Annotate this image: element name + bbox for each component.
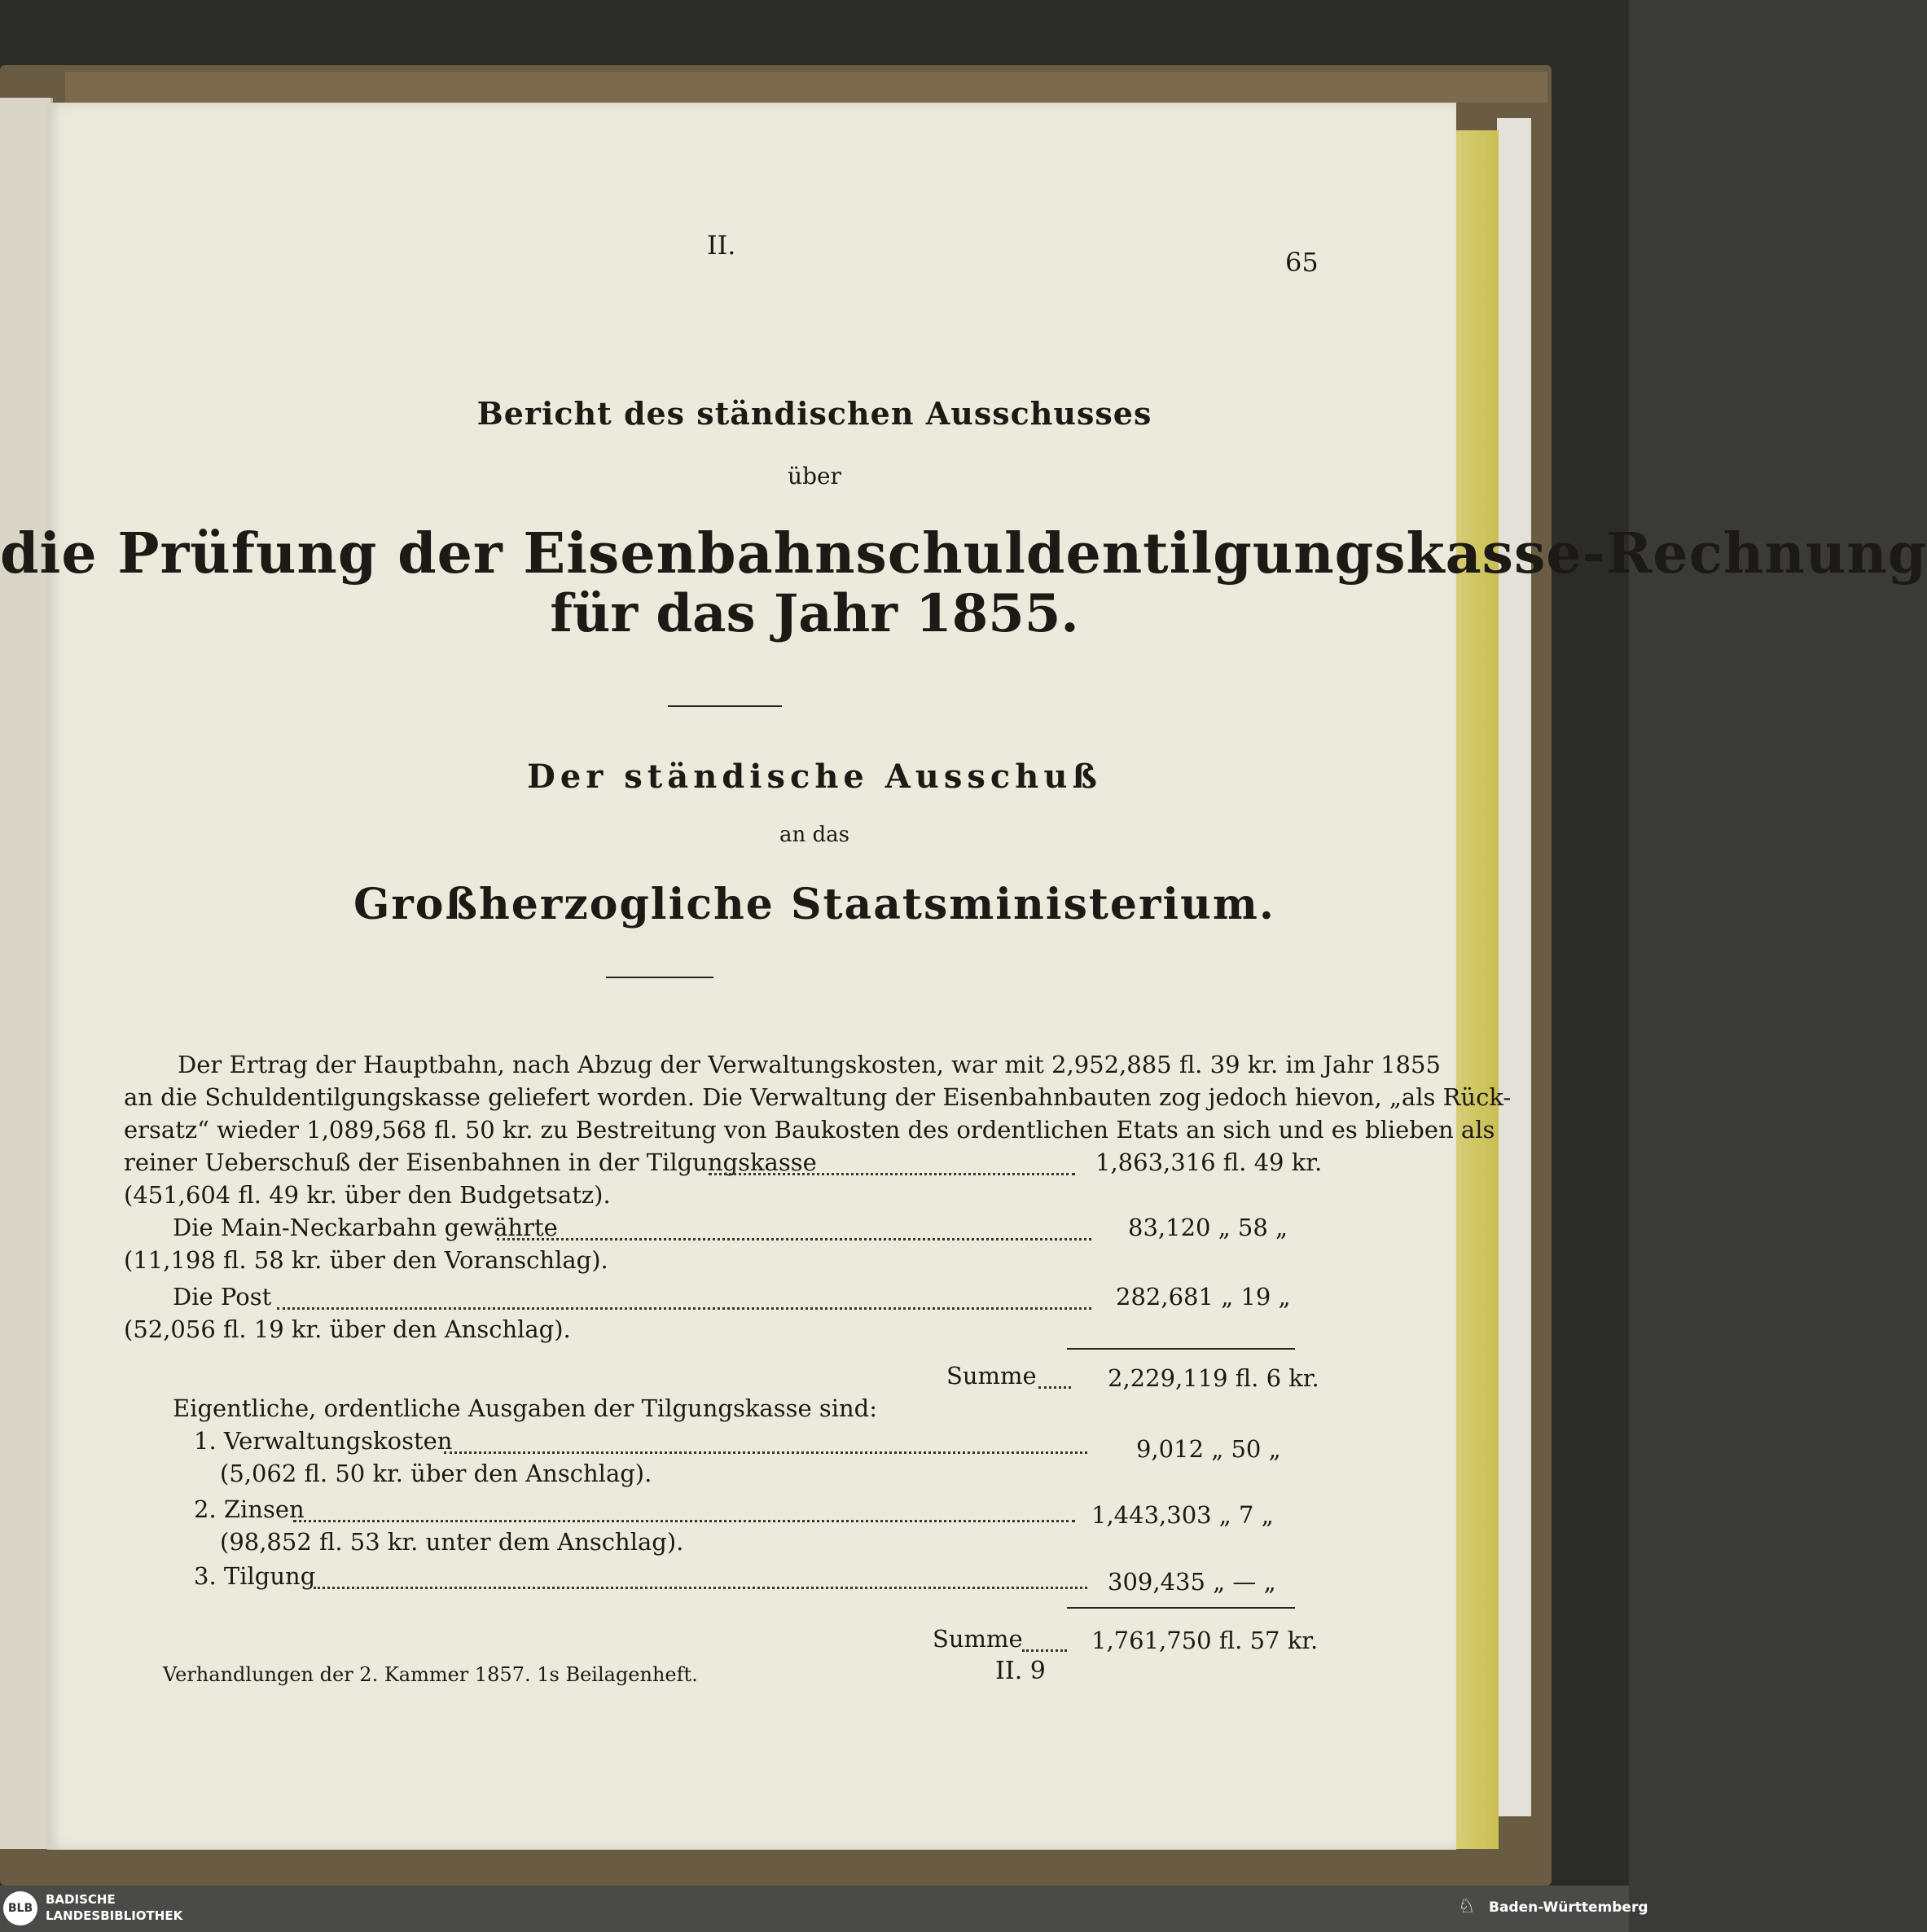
dot-leader [1022,1649,1067,1652]
report-title-year: für das Jahr 1855. [550,583,1079,644]
dot-leader [277,1307,1091,1310]
report-title-line1: Bericht des ständischen Ausschusses [476,395,1152,432]
page-stack-edge [1497,118,1531,1816]
sum-amount: 1,761,750 fl. 57 kr. [1091,1627,1319,1654]
blb-name [46,1891,182,1924]
expenses-intro: Eigentliche, ordentliche Ausgaben der Tilgungskasse sind: [173,1394,878,1422]
page-number: 65 [1285,247,1319,278]
ledger-note: (98,852 fl. 53 kr. unter dem Anschlag). [220,1528,684,1556]
sum-amount: 2,229,119 fl. 6 kr. [1108,1364,1319,1392]
ledger-amount: 1,863,316 fl. 49 kr. [1095,1148,1323,1176]
signature-mark: II. 9 [995,1657,1046,1685]
ledger-label: Die Post [173,1283,272,1311]
paragraph-line: reiner Ueberschuß der Eisenbahnen in der Tilgungskasse [124,1148,817,1176]
baden-wuerttemberg-label: Baden-Württemberg [1489,1899,1648,1916]
divider-rule [668,705,782,707]
dot-leader [314,1587,1087,1589]
section-number: II. [707,230,736,261]
ledger-label: 1. Verwaltungskosten [194,1427,453,1455]
sender-line: Der ständische Ausschuß [527,757,1102,796]
ledger-amount: 83,120 „ 58 „ [1128,1214,1288,1241]
blb-name-line2: LANDESBIBLIOTHEK [46,1908,183,1923]
previous-page-edge [0,98,53,1849]
recipient-line: Großherzogliche Staatsministerium. [353,880,1276,929]
paragraph-line: Der Ertrag der Hauptbahn, nach Abzug der Verwaltungskosten, war mit 2,952,885 fl. 39 kr. im Jahr 1855 [178,1051,1441,1078]
report-title-line2: über [788,463,841,490]
footer-reference: Verhandlungen der 2. Kammer 1857. 1s Beilagenheft. [163,1663,698,1686]
book-cover-top-edge [65,72,1547,103]
page-gilt-edge [1450,130,1499,1849]
ledger-note: (451,604 fl. 49 kr. über den Budgetsatz). [124,1181,611,1209]
dot-leader [293,1520,1075,1522]
divider-rule [606,977,713,978]
ledger-label: 3. Tilgung [194,1562,316,1590]
dot-leader [1038,1386,1071,1389]
sum-label: Summe [946,1362,1037,1390]
addressed-an: an das [779,823,849,847]
blb-name-line1: BADISCHE [46,1892,116,1907]
blb-logo-icon: BLB [3,1891,37,1925]
dot-leader [497,1238,1091,1240]
ledger-label: 2. Zinsen [194,1495,305,1523]
report-main-title: die Prüfung der Eisenbahnschuldentilgungskasse-Rechnung [0,521,1927,586]
ledger-label: Die Main-Neckarbahn gewährte [173,1214,558,1241]
ledger-amount: 309,435 „ — „ [1108,1568,1276,1596]
ledger-note: (52,056 fl. 19 kr. über den Anschlag). [124,1315,571,1343]
paragraph-line: ersatz“ wieder 1,089,568 fl. 50 kr. zu Bestreitung von Baukosten des ordentlichen Etats an sich und es blieben als [124,1116,1495,1144]
dot-leader [444,1451,1087,1454]
sum-label: Summe [933,1625,1023,1653]
baden-wuerttemberg-lions-icon: ♘ [1458,1895,1476,1917]
ledger-amount: 282,681 „ 19 „ [1116,1283,1291,1311]
sum-rule [1067,1348,1295,1350]
ledger-amount: 9,012 „ 50 „ [1136,1435,1281,1463]
sum-rule [1067,1607,1295,1609]
paragraph-line: an die Schuldentilgungskasse geliefert worden. Die Verwaltung der Eisenbahnbauten zog jedoch hievon, „als Rück- [124,1083,1512,1111]
ledger-note: (5,062 fl. 50 kr. über den Anschlag). [220,1460,652,1487]
dot-leader [709,1173,1075,1175]
library-banner [0,1886,1629,1932]
ledger-amount: 1,443,303 „ 7 „ [1091,1501,1274,1529]
ledger-note: (11,198 fl. 58 kr. über den Voranschlag). [124,1246,608,1274]
